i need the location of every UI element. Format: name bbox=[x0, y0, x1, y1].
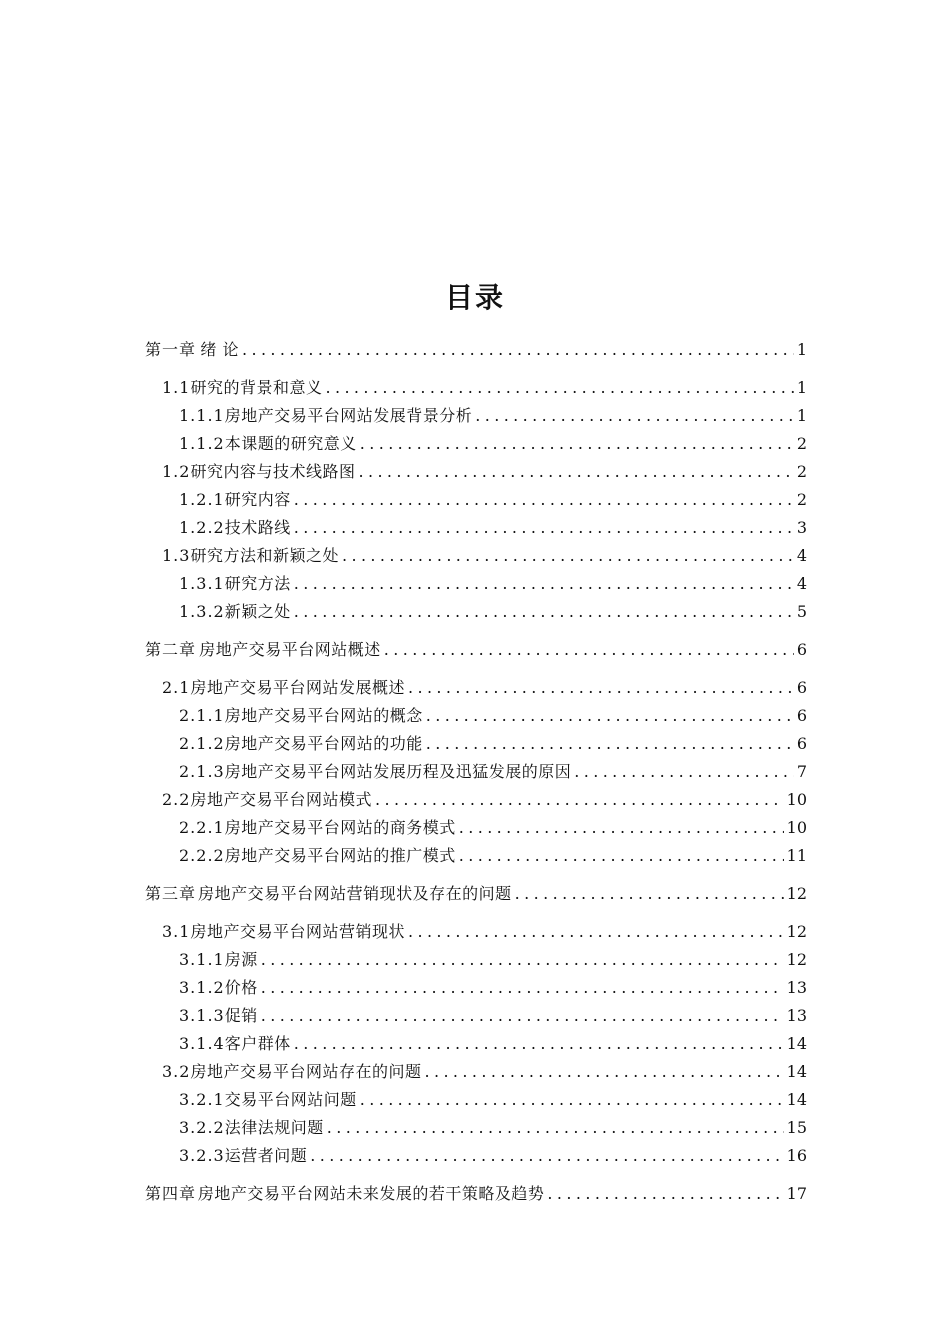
toc-dot-leader bbox=[360, 430, 794, 458]
toc-section-entry[interactable] bbox=[145, 458, 807, 486]
toc-entry-title: 研究方法 bbox=[224, 574, 291, 593]
toc-page-number: 4 bbox=[796, 574, 807, 593]
toc-entry-number: 2.1.1 bbox=[179, 706, 225, 725]
toc-subsection-entry[interactable] bbox=[145, 842, 807, 870]
toc-dot-leader bbox=[294, 1030, 784, 1058]
toc-entry-number: 3.2 bbox=[162, 1062, 191, 1081]
toc-entry-number: 第四章 bbox=[145, 1184, 197, 1203]
toc-dot-leader bbox=[426, 730, 794, 758]
toc-dot-leader bbox=[261, 1002, 784, 1030]
toc-entry-title: 房地产交易平台网站的功能 bbox=[224, 734, 423, 753]
toc-dot-leader bbox=[475, 402, 794, 430]
toc-dot-leader bbox=[310, 1142, 783, 1170]
toc-dot-leader bbox=[261, 946, 784, 974]
toc-page-number: 6 bbox=[796, 734, 807, 753]
toc-page-number: 2 bbox=[796, 434, 807, 453]
toc-page-number: 16 bbox=[786, 1146, 807, 1165]
toc-dot-leader bbox=[360, 1086, 784, 1114]
toc-entry-number: 第二章 bbox=[145, 640, 197, 659]
toc-dot-leader bbox=[342, 542, 794, 570]
toc-page-number: 2 bbox=[796, 490, 807, 509]
toc-subsection-entry[interactable] bbox=[145, 1030, 807, 1058]
toc-chapter-entry[interactable] bbox=[145, 636, 807, 664]
toc-entry-title: 运营者问题 bbox=[224, 1146, 308, 1165]
toc-subsection-entry[interactable] bbox=[145, 1086, 807, 1114]
toc-entry-title: 促销 bbox=[224, 1006, 258, 1025]
toc-entry-number: 1.2 bbox=[162, 462, 191, 481]
toc-entry-title: 房地产交易平台网站营销现状及存在的问题 bbox=[198, 884, 512, 903]
toc-page-number: 7 bbox=[796, 762, 807, 781]
toc-page-number: 13 bbox=[786, 1006, 807, 1025]
toc-entry-title: 技术路线 bbox=[224, 518, 291, 537]
toc-page-number: 17 bbox=[786, 1184, 807, 1203]
toc-entry-title: 房地产交易平台网站的概念 bbox=[224, 706, 423, 725]
toc-entry-number: 第三章 bbox=[145, 884, 197, 903]
toc-entry-number: 3.1.2 bbox=[179, 978, 225, 997]
toc-page-number: 10 bbox=[786, 818, 807, 837]
toc-page-number: 14 bbox=[786, 1034, 807, 1053]
toc-entry-title: 绪 论 bbox=[200, 340, 239, 359]
toc-entry-number: 3.1.1 bbox=[179, 950, 225, 969]
toc-subsection-entry[interactable] bbox=[145, 402, 807, 430]
toc-entry-number: 3.1.4 bbox=[179, 1034, 225, 1053]
toc-entry-number: 2.1.2 bbox=[179, 734, 225, 753]
toc-entry-number: 3.1 bbox=[162, 922, 191, 941]
toc-entry-number: 1.2.1 bbox=[179, 490, 225, 509]
toc-page-number: 11 bbox=[786, 846, 807, 865]
toc-section-entry[interactable] bbox=[145, 674, 807, 702]
toc-entry-number: 3.2.1 bbox=[179, 1090, 225, 1109]
toc-entry-number: 2.1 bbox=[162, 678, 191, 697]
page-title: 目录 bbox=[444, 281, 505, 314]
toc-entry-title: 房地产交易平台网站发展概述 bbox=[190, 678, 405, 697]
toc-dot-leader bbox=[327, 1114, 784, 1142]
toc-page-number: 12 bbox=[786, 884, 807, 903]
toc-subsection-entry[interactable] bbox=[145, 430, 807, 458]
toc-page-number: 2 bbox=[796, 462, 807, 481]
toc-page-number: 6 bbox=[796, 706, 807, 725]
toc-subsection-entry[interactable] bbox=[145, 1114, 807, 1142]
toc-page-number: 12 bbox=[786, 922, 807, 941]
toc-entry-number: 3.2.3 bbox=[179, 1146, 225, 1165]
toc-entry-number: 1.3.1 bbox=[179, 574, 225, 593]
toc-entry-title: 客户群体 bbox=[224, 1034, 291, 1053]
toc-entry-number: 1.3.2 bbox=[179, 602, 225, 621]
toc-entry-title: 研究方法和新颖之处 bbox=[190, 546, 339, 565]
toc-entry-number: 2.2.1 bbox=[179, 818, 225, 837]
toc-page-number: 1 bbox=[796, 378, 807, 397]
toc-subsection-entry[interactable] bbox=[145, 946, 807, 974]
toc-entry-number: 3.2.2 bbox=[179, 1118, 225, 1137]
toc-subsection-entry[interactable] bbox=[145, 1002, 807, 1030]
toc-section-entry[interactable] bbox=[145, 1058, 807, 1086]
toc-section-entry[interactable] bbox=[145, 918, 807, 946]
toc-entry-number: 1.1.1 bbox=[179, 406, 225, 425]
toc-dot-leader bbox=[358, 458, 793, 486]
toc-entry-title: 房地产交易平台网站营销现状 bbox=[190, 922, 405, 941]
toc-entry-title: 房地产交易平台网站发展历程及迅猛发展的原因 bbox=[224, 762, 572, 781]
toc-subsection-entry[interactable] bbox=[145, 514, 807, 542]
toc-dot-leader bbox=[294, 598, 794, 626]
toc-dot-leader bbox=[426, 702, 794, 730]
toc-subsection-entry[interactable] bbox=[145, 598, 807, 626]
toc-entry-number: 第一章 bbox=[145, 340, 197, 359]
toc-dot-leader bbox=[408, 674, 794, 702]
toc-page-number: 14 bbox=[786, 1090, 807, 1109]
toc-dot-leader bbox=[375, 786, 784, 814]
toc-entry-title: 研究的背景和意义 bbox=[190, 378, 323, 397]
toc-entry-number: 2.2.2 bbox=[179, 846, 225, 865]
toc-entry-number: 1.3 bbox=[162, 546, 191, 565]
toc-page-number: 6 bbox=[796, 640, 807, 659]
toc-subsection-entry[interactable] bbox=[145, 1142, 807, 1170]
toc-subsection-entry[interactable] bbox=[145, 974, 807, 1002]
toc-subsection-entry[interactable] bbox=[145, 730, 807, 758]
toc-entry-title: 房地产交易平台网站概述 bbox=[199, 640, 381, 659]
toc-entry-title: 房地产交易平台网站的商务模式 bbox=[224, 818, 456, 837]
toc-page-number: 3 bbox=[796, 518, 807, 537]
toc-dot-leader bbox=[459, 842, 784, 870]
toc-page-number: 1 bbox=[796, 340, 807, 359]
toc-dot-leader bbox=[424, 1058, 783, 1086]
toc-dot-leader bbox=[574, 758, 794, 786]
table-of-contents bbox=[145, 336, 807, 1208]
toc-page-number: 12 bbox=[786, 950, 807, 969]
toc-entry-number: 1.1 bbox=[162, 378, 191, 397]
toc-page-number: 4 bbox=[796, 546, 807, 565]
toc-entry-title: 交易平台网站问题 bbox=[224, 1090, 357, 1109]
toc-dot-leader bbox=[294, 514, 794, 542]
toc-page-number: 1 bbox=[796, 406, 807, 425]
toc-page-number: 6 bbox=[796, 678, 807, 697]
toc-page-number: 14 bbox=[786, 1062, 807, 1081]
toc-chapter-entry[interactable] bbox=[145, 1180, 807, 1208]
toc-dot-leader bbox=[294, 570, 794, 598]
toc-section-entry[interactable] bbox=[145, 542, 807, 570]
toc-entry-title: 房地产交易平台网站存在的问题 bbox=[190, 1062, 422, 1081]
toc-dot-leader bbox=[547, 1180, 783, 1208]
toc-dot-leader bbox=[294, 486, 794, 514]
toc-subsection-entry[interactable] bbox=[145, 486, 807, 514]
toc-entry-title: 房地产交易平台网站未来发展的若干策略及趋势 bbox=[197, 1184, 545, 1203]
toc-entry-number: 1.2.2 bbox=[179, 518, 225, 537]
toc-entry-title: 法律法规问题 bbox=[224, 1118, 324, 1137]
toc-entry-title: 研究内容 bbox=[224, 490, 291, 509]
toc-entry-number: 2.2 bbox=[162, 790, 191, 809]
toc-page-number: 13 bbox=[786, 978, 807, 997]
toc-dot-leader bbox=[515, 880, 784, 908]
toc-entry-number: 3.1.3 bbox=[179, 1006, 225, 1025]
toc-entry-number: 2.1.3 bbox=[179, 762, 225, 781]
toc-entry-title: 房地产交易平台网站模式 bbox=[190, 790, 372, 809]
toc-section-entry[interactable] bbox=[145, 786, 807, 814]
toc-page-number: 10 bbox=[786, 790, 807, 809]
toc-subsection-entry[interactable] bbox=[145, 814, 807, 842]
toc-section-entry[interactable] bbox=[145, 374, 807, 402]
toc-dot-leader bbox=[384, 636, 794, 664]
toc-chapter-entry[interactable] bbox=[145, 880, 807, 908]
toc-dot-leader bbox=[325, 374, 793, 402]
toc-entry-title: 房源 bbox=[224, 950, 258, 969]
toc-entry-title: 价格 bbox=[224, 978, 258, 997]
toc-dot-leader bbox=[242, 336, 794, 364]
toc-chapter-entry[interactable] bbox=[145, 336, 807, 364]
toc-subsection-entry[interactable] bbox=[145, 702, 807, 730]
toc-dot-leader bbox=[261, 974, 784, 1002]
toc-entry-title: 房地产交易平台网站的推广模式 bbox=[224, 846, 456, 865]
toc-subsection-entry[interactable] bbox=[145, 570, 807, 598]
toc-entry-title: 本课题的研究意义 bbox=[224, 434, 357, 453]
toc-entry-title: 新颖之处 bbox=[224, 602, 291, 621]
toc-dot-leader bbox=[459, 814, 784, 842]
toc-entry-title: 房地产交易平台网站发展背景分析 bbox=[224, 406, 473, 425]
toc-subsection-entry[interactable] bbox=[145, 758, 807, 786]
toc-dot-leader bbox=[408, 918, 784, 946]
toc-page-number: 5 bbox=[796, 602, 807, 621]
toc-page-number: 15 bbox=[786, 1118, 807, 1137]
toc-entry-title: 研究内容与技术线路图 bbox=[190, 462, 356, 481]
toc-entry-number: 1.1.2 bbox=[179, 434, 225, 453]
